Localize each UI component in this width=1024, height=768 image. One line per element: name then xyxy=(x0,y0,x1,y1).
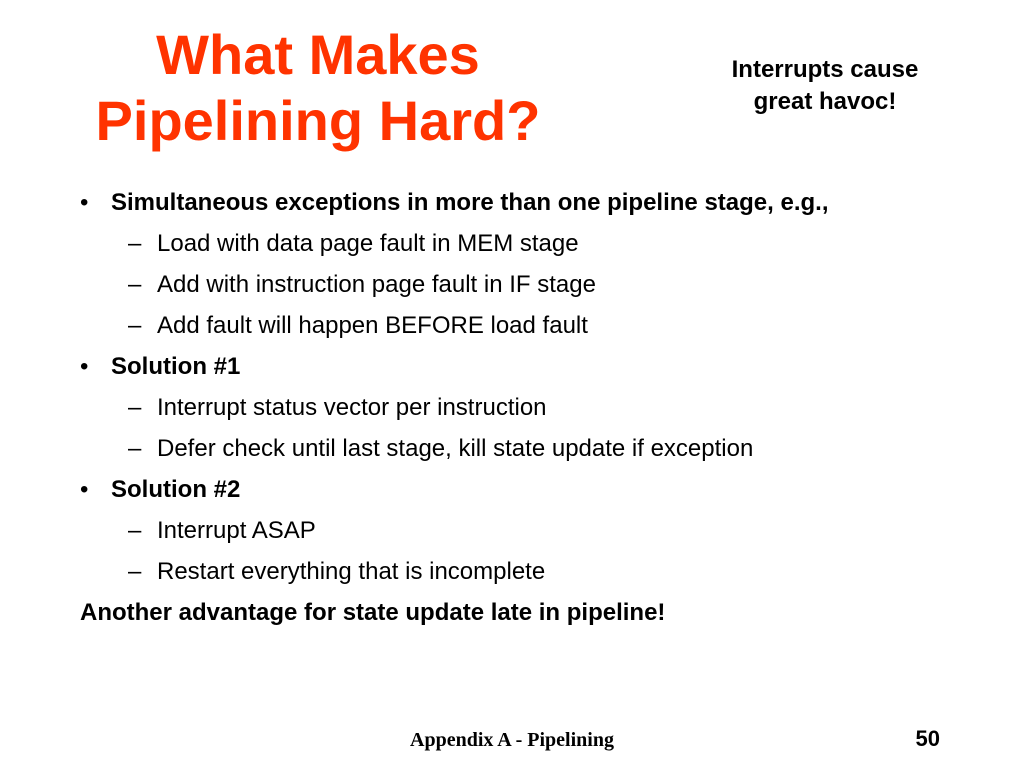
sub-bullet-text: Interrupt ASAP xyxy=(157,517,316,544)
dash-marker: – xyxy=(128,230,142,257)
sub-bullet-item xyxy=(0,223,1024,264)
slide-content xyxy=(0,182,1024,633)
callout-line-1: Interrupts cause xyxy=(731,56,919,83)
slide-title xyxy=(38,22,598,154)
page-number: 50 xyxy=(915,726,940,751)
slide-title-line-1: What Makes xyxy=(156,23,480,86)
callout-line-2: great havoc! xyxy=(753,88,897,115)
dash-marker: – xyxy=(128,271,142,298)
sub-bullet-item xyxy=(0,428,1024,469)
closing-statement xyxy=(0,592,1024,633)
bullet-item xyxy=(0,469,1024,510)
dash-marker: – xyxy=(128,394,142,421)
sub-bullet-item xyxy=(0,510,1024,551)
sub-bullet-text: Add with instruction page fault in IF stage xyxy=(157,271,596,298)
bullet-text: Solution #1 xyxy=(111,353,241,380)
bullet-item xyxy=(0,346,1024,387)
dash-marker: – xyxy=(128,435,142,462)
callout-note xyxy=(700,54,950,118)
sub-bullet-text: Interrupt status vector per instruction xyxy=(157,394,547,421)
bullet-marker: • xyxy=(80,476,89,503)
sub-bullet-item xyxy=(0,387,1024,428)
bullet-text: Simultaneous exceptions in more than one pipeline stage, e.g., xyxy=(111,189,829,216)
slide-title-line-2: Pipelining Hard? xyxy=(95,89,541,152)
sub-bullet-text: Defer check until last stage, kill state update if exception xyxy=(157,435,754,462)
sub-bullet-item xyxy=(0,264,1024,305)
sub-bullet-text: Load with data page fault in MEM stage xyxy=(157,230,579,257)
dash-marker: – xyxy=(128,517,142,544)
dash-marker: – xyxy=(128,312,142,339)
bullet-item xyxy=(0,182,1024,223)
sub-bullet-text: Restart everything that is incomplete xyxy=(157,558,546,585)
bullet-marker: • xyxy=(80,353,89,380)
sub-bullet-text: Add fault will happen BEFORE load fault xyxy=(157,312,588,339)
dash-marker: – xyxy=(128,558,142,585)
sub-bullet-item xyxy=(0,551,1024,592)
footer-title: Appendix A - Pipelining xyxy=(410,729,614,751)
sub-bullet-item xyxy=(0,305,1024,346)
bullet-marker: • xyxy=(80,189,89,216)
bullet-text: Solution #2 xyxy=(111,476,241,503)
closing-statement-text: Another advantage for state update late in pipeline! xyxy=(80,599,666,626)
